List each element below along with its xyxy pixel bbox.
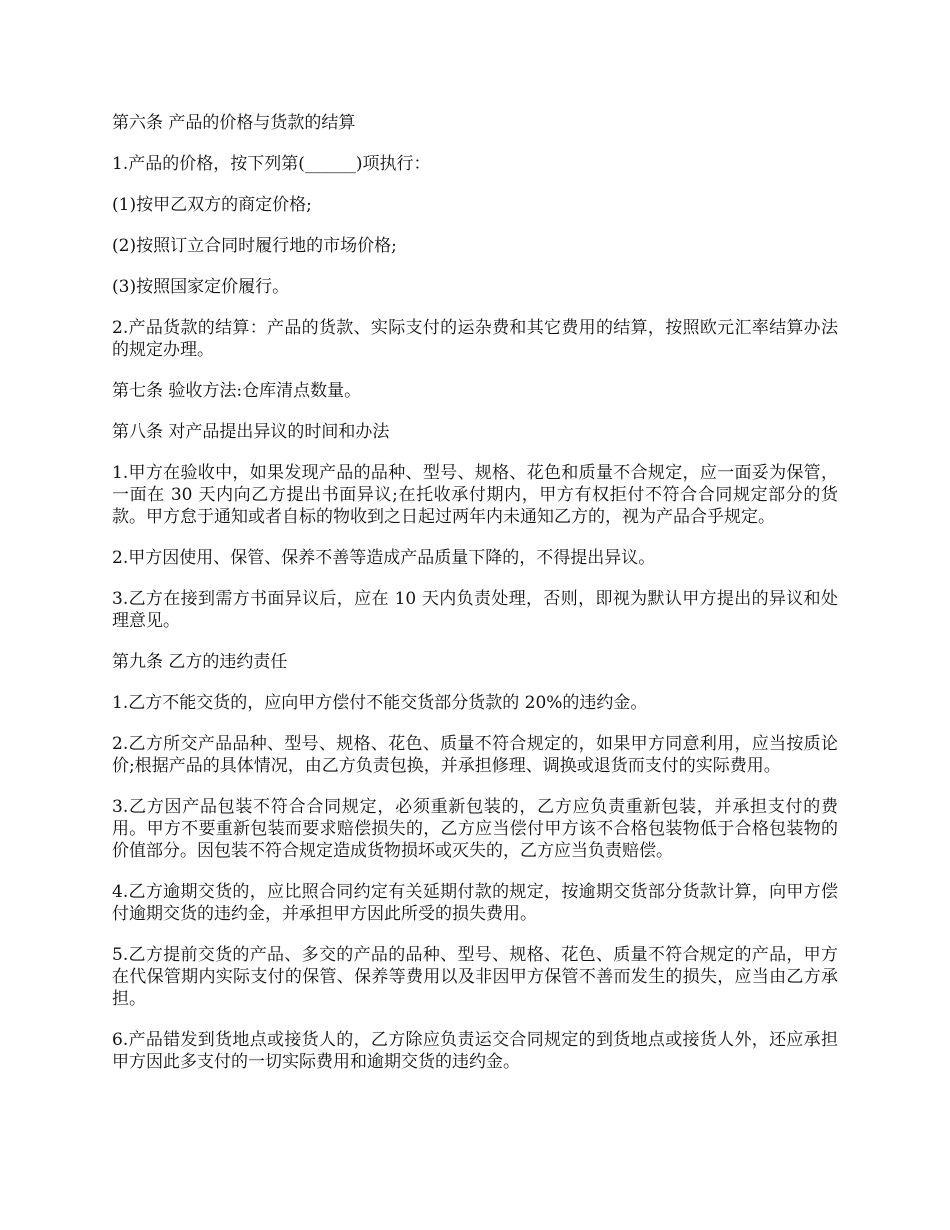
article-9-item-4: 4.乙方逾期交货的，应比照合同约定有关延期付款的规定，按逾期交货部分货款计算，向甲方偿付逾期交货的违约金，并承担甲方因此所受的损失费用。 — [112, 882, 838, 924]
article-9-item-2: 2.乙方所交产品品种、型号、规格、花色、质量不符合规定的，如果甲方同意利用，应当按质论价;根据产品的具体情况，由乙方负责包换，并承担修理、调换或退货而支付的实际费用。 — [112, 734, 838, 776]
article-8-heading: 第八条 对产品提出异议的时间和办法 — [112, 422, 390, 442]
article-6-option-2: (2)按照订立合同时履行地的市场价格; — [112, 236, 397, 256]
article-9-heading: 第九条 乙方的违约责任 — [112, 652, 288, 672]
article-9-item-5: 5.乙方提前交货的产品、多交的产品的品种、型号、规格、花色、质量不符合规定的产品，甲方在代保管期内实际支付的保管、保养等费用以及非因甲方保管不善而发生的损失，应当由乙方承担。 — [112, 945, 838, 1009]
article-6-option-1: (1)按甲乙双方的商定价格; — [112, 195, 312, 215]
article-6-heading: 第六条 产品的价格与货款的结算 — [112, 113, 356, 133]
article-8-item-2: 2.甲方因使用、保管、保养不善等造成产品质量下降的，不得提出异议。 — [112, 548, 656, 568]
article-9-item-1: 1.乙方不能交货的，应向甲方偿付不能交货部分货款的 20%的违约金。 — [112, 693, 648, 713]
article-8-item-3: 3.乙方在接到需方书面异议后，应在 10 天内负责处理，否则，即视为默认甲方提出的异议和处理意见。 — [112, 589, 838, 631]
article-6-item-1: 1.产品的价格，按下列第(______)项执行： — [112, 154, 431, 174]
article-8-item-1: 1.甲方在验收中，如果发现产品的品种、型号、规格、花色和质量不合规定，应一面妥为保管，一面在 30 天内向乙方提出书面异议;在托收承付期内，甲方有权拒付不符合合同规定部分的货款。甲方怠于通知或者自标的物收到之日起过两年内未通知乙方的，视为产品合乎规定。 — [112, 463, 838, 527]
document-page — [112, 112, 838, 1092]
article-6-option-3: (3)按照国家定价履行。 — [112, 277, 290, 297]
article-9-item-6: 6.产品错发到货地点或接货人的，乙方除应负责运交合同规定的到货地点或接货人外，还应承担甲方因此多支付的一切实际费用和逾期交货的违约金。 — [112, 1030, 838, 1072]
article-6-item-2: 2.产品货款的结算：产品的货款、实际支付的运杂费和其它费用的结算，按照欧元汇率结算办法的规定办理。 — [112, 318, 838, 360]
article-9-item-3: 3.乙方因产品包装不符合合同规定，必须重新包装的，乙方应负责重新包装，并承担支付的费用。甲方不要重新包装而要求赔偿损失的，乙方应当偿付甲方该不合格包装物低于合格包装物的价值部分。因包装不符合规定造成货物损坏或灭失的，乙方应当负责赔偿。 — [112, 797, 838, 861]
article-7-heading: 第七条 验收方法:仓库清点数量。 — [112, 381, 362, 401]
